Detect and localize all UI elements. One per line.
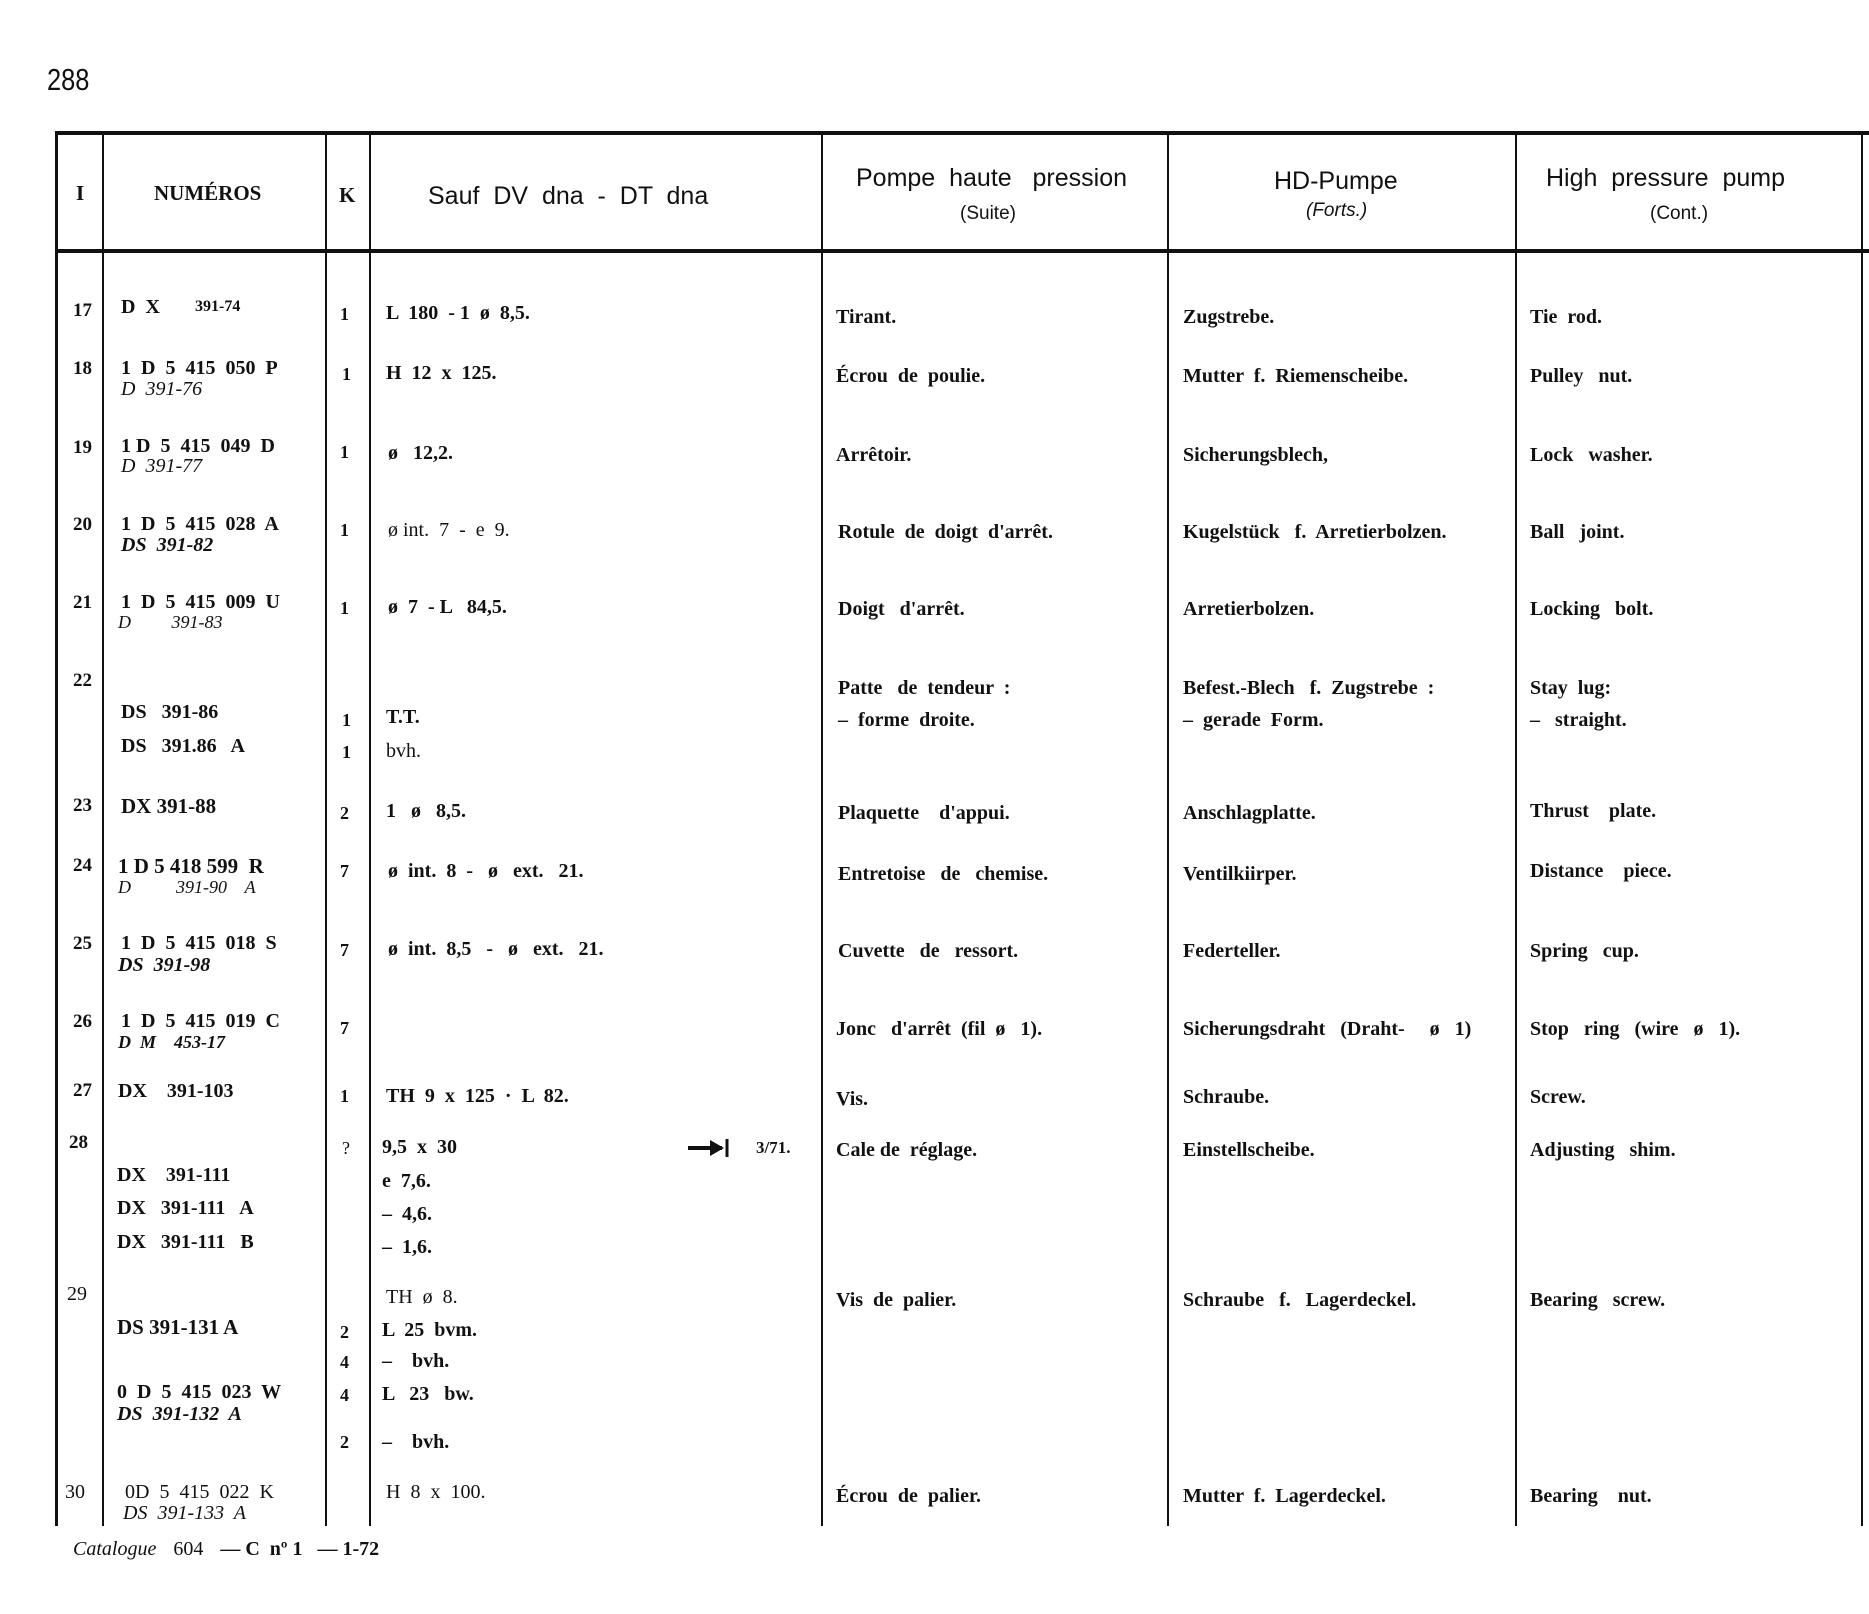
col-rule-5 [1167,131,1169,1526]
spec: TH ø 8. [386,1286,458,1308]
desc-fr: Jonc d'arrêt (fil ø 1). [836,1018,1043,1040]
header-sauf: Sauf DV dna - DT dna [428,182,709,210]
row-index: 18 [73,358,92,379]
col-rule-left [55,131,58,1526]
spec: – bvh. [382,1350,450,1372]
quantity: 1 [342,710,351,730]
row-index: 26 [73,1011,92,1032]
desc-de: Einstellscheibe. [1183,1139,1315,1161]
spec: ø 7 - L 84,5. [388,596,507,618]
row-index: 25 [73,933,92,954]
part-number: 0 D 5 415 023 W [117,1381,282,1403]
part-number-alt: D M 453-17 [118,1032,225,1052]
part-number-alt: DS 391-132 A [117,1403,242,1425]
part-number: 1 D 5 415 019 C [121,1010,280,1032]
header-de-sub: (Forts.) [1306,200,1368,221]
desc-fr: – forme droite. [838,709,975,731]
part-number: DS 391-86 [121,701,219,723]
part-number: D X [121,296,160,318]
row-index: 27 [73,1080,92,1101]
header-index: I [76,181,85,205]
desc-en: Lock washer. [1530,444,1653,466]
spec: – 4,6. [382,1203,432,1225]
part-number-alt: DS 391-133 A [123,1502,246,1524]
row-index: 23 [73,795,92,816]
col-rule-2 [325,131,327,1526]
part-number: DX 391-111 A [117,1197,254,1219]
desc-en: Stop ring (wire ø 1). [1530,1018,1741,1040]
desc-en: Bearing nut. [1530,1485,1652,1507]
part-number: DX 391-111 [117,1164,231,1186]
desc-en: Distance piece. [1530,860,1672,882]
desc-de: Arretierbolzen. [1183,598,1315,620]
col-rule-7 [1861,131,1863,1526]
part-number: 1 D 5 415 049 D [121,435,275,457]
header-bottom-rule [55,249,1869,253]
spec: ø int. 8,5 - ø ext. 21. [388,938,604,960]
col-rule-6 [1515,131,1517,1526]
desc-de: Zugstrebe. [1183,306,1275,328]
spec: L 180 - 1 ø 8,5. [386,302,530,324]
part-number-alt: DS 391-98 [118,954,211,976]
desc-fr: Doigt d'arrêt. [838,598,965,620]
desc-de: Sicherungsdraht (Draht- ø 1) [1183,1018,1472,1040]
quantity: 1 [340,520,349,540]
quantity: 2 [340,1432,349,1452]
header-en-sub: (Cont.) [1650,203,1709,224]
header-en-title: High pressure pump [1546,164,1786,192]
desc-fr: Plaquette d'appui. [838,802,1010,824]
quantity: 7 [340,861,349,881]
quantity: ? [342,1138,350,1158]
footer-catalogue: Catalogue [73,1538,157,1560]
quantity: 1 [342,364,351,384]
desc-fr: Cale de réglage. [836,1139,978,1161]
quantity: 7 [340,1018,349,1038]
quantity: 4 [340,1352,349,1372]
desc-de: Kugelstück f. Arretierbolzen. [1183,521,1447,543]
col-rule-3 [369,131,371,1526]
footer [73,1538,379,1561]
parts-table [55,131,1869,1526]
quantity: 4 [340,1385,349,1405]
desc-en: Spring cup. [1530,940,1639,962]
col-rule-1 [102,131,104,1526]
spec: ø int. 7 - e 9. [388,519,510,541]
desc-de: Mutter f. Lagerdeckel. [1183,1485,1386,1507]
desc-de: Ventilkiirper. [1183,863,1297,885]
quantity: 1 [340,598,349,618]
desc-de: Federteller. [1183,940,1281,962]
row-index: 24 [73,855,92,876]
part-number-ref: 391-74 [195,298,241,315]
desc-fr: Écrou de palier. [836,1485,982,1507]
header-de-title: HD-Pumpe [1274,167,1398,195]
desc-fr: Arrêtoir. [836,444,912,466]
row-index: 28 [69,1132,88,1153]
desc-en: Tie rod. [1530,306,1603,328]
col-rule-4 [821,131,823,1526]
revision-note: 3/71. [756,1138,791,1157]
part-number: 1 D 5 415 018 S [121,932,277,954]
quantity: 7 [340,940,349,960]
desc-en: Stay lug: [1530,677,1612,699]
desc-en: Locking bolt. [1530,598,1654,620]
desc-de: Mutter f. Riemenscheibe. [1183,365,1409,387]
part-number: 0D 5 415 022 K [125,1481,274,1503]
quantity: 1 [340,1086,349,1106]
quantity: 2 [340,1322,349,1342]
desc-de: Schraube f. Lagerdeckel. [1183,1289,1417,1311]
desc-de: Sicherungsblech, [1183,444,1329,466]
part-number: 1 D 5 415 028 A [121,513,279,535]
desc-fr: Cuvette de ressort. [838,940,1019,962]
header-fr-sub: (Suite) [960,203,1016,224]
spec: TH 9 x 125 · L 82. [386,1085,569,1107]
desc-fr: Entretoise de chemise. [838,863,1049,885]
desc-en: Bearing screw. [1530,1289,1666,1311]
desc-fr: Rotule de doigt d'arrêt. [838,521,1053,543]
desc-en: Adjusting shim. [1530,1139,1676,1161]
part-number: 1 D 5 418 599 R [118,854,264,878]
desc-en: Pulley nut. [1530,365,1633,387]
quantity: 1 [340,304,349,324]
spec: 1 ø 8,5. [386,800,466,822]
desc-en: – straight. [1530,709,1627,731]
spec: ø 12,2. [388,442,453,464]
part-number-alt: D 391-77 [121,455,203,477]
quantity: 2 [340,803,349,823]
spec: e 7,6. [382,1170,431,1192]
part-number: DX 391-88 [121,794,217,818]
row-index: 21 [73,592,92,613]
desc-de: – gerade Form. [1183,709,1324,731]
part-number-alt: D 391-83 [118,612,223,632]
header-fr-title: Pompe haute pression [856,164,1127,192]
desc-fr: Écrou de poulie. [836,365,986,387]
part-number: DS 391-131 A [117,1315,239,1339]
spec: T.T. [386,706,420,728]
spec: H 8 x 100. [386,1481,486,1503]
spec: bvh. [386,740,421,762]
quantity: 1 [342,742,351,762]
part-number: 1 D 5 415 050 P [121,357,278,379]
header-k: K [339,183,356,207]
desc-fr: Patte de tendeur : [838,677,1011,699]
row-index: 17 [73,300,92,321]
part-number: DX 391-111 B [117,1231,254,1253]
desc-de: Anschlagplatte. [1183,802,1316,824]
spec: L 25 bvm. [382,1319,478,1341]
desc-en: Thrust plate. [1530,800,1657,822]
spec: L 23 bw. [382,1383,474,1405]
part-number-alt: D 391-76 [121,378,203,400]
row-index: 19 [73,437,92,458]
desc-de: Schraube. [1183,1086,1270,1108]
desc-fr: Tirant. [836,306,897,328]
row-index: 20 [73,514,92,535]
row-index: 30 [65,1481,85,1503]
spec: H 12 x 125. [386,362,497,384]
quantity: 1 [340,442,349,462]
footer-edition: — C nº 1 — 1-72 [220,1538,380,1560]
desc-en: Screw. [1530,1086,1586,1108]
row-index: 22 [73,670,92,691]
spec: – bvh. [382,1431,450,1453]
page-number: 288 [47,62,90,97]
spec: ø int. 8 - ø ext. 21. [388,860,584,882]
desc-de: Befest.-Blech f. Zugstrebe : [1183,677,1435,699]
footer-number: 604 [173,1538,204,1560]
desc-fr: Vis de palier. [836,1289,957,1311]
desc-en: Ball joint. [1530,521,1625,543]
row-index: 29 [67,1283,87,1305]
part-number-alt: DS 391-82 [121,534,214,556]
part-number-alt: D 391-90 A [118,877,256,897]
part-number: 1 D 5 415 009 U [121,591,280,613]
part-number: DX 391-103 [118,1080,234,1102]
header-numeros: NUMÉROS [154,181,262,205]
table-top-rule [55,131,1869,135]
spec: – 1,6. [382,1236,432,1258]
spec: 9,5 x 30 [382,1136,457,1158]
part-number: DS 391.86 A [121,735,245,757]
arrow-right-icon [688,1137,732,1159]
desc-fr: Vis. [836,1088,869,1110]
